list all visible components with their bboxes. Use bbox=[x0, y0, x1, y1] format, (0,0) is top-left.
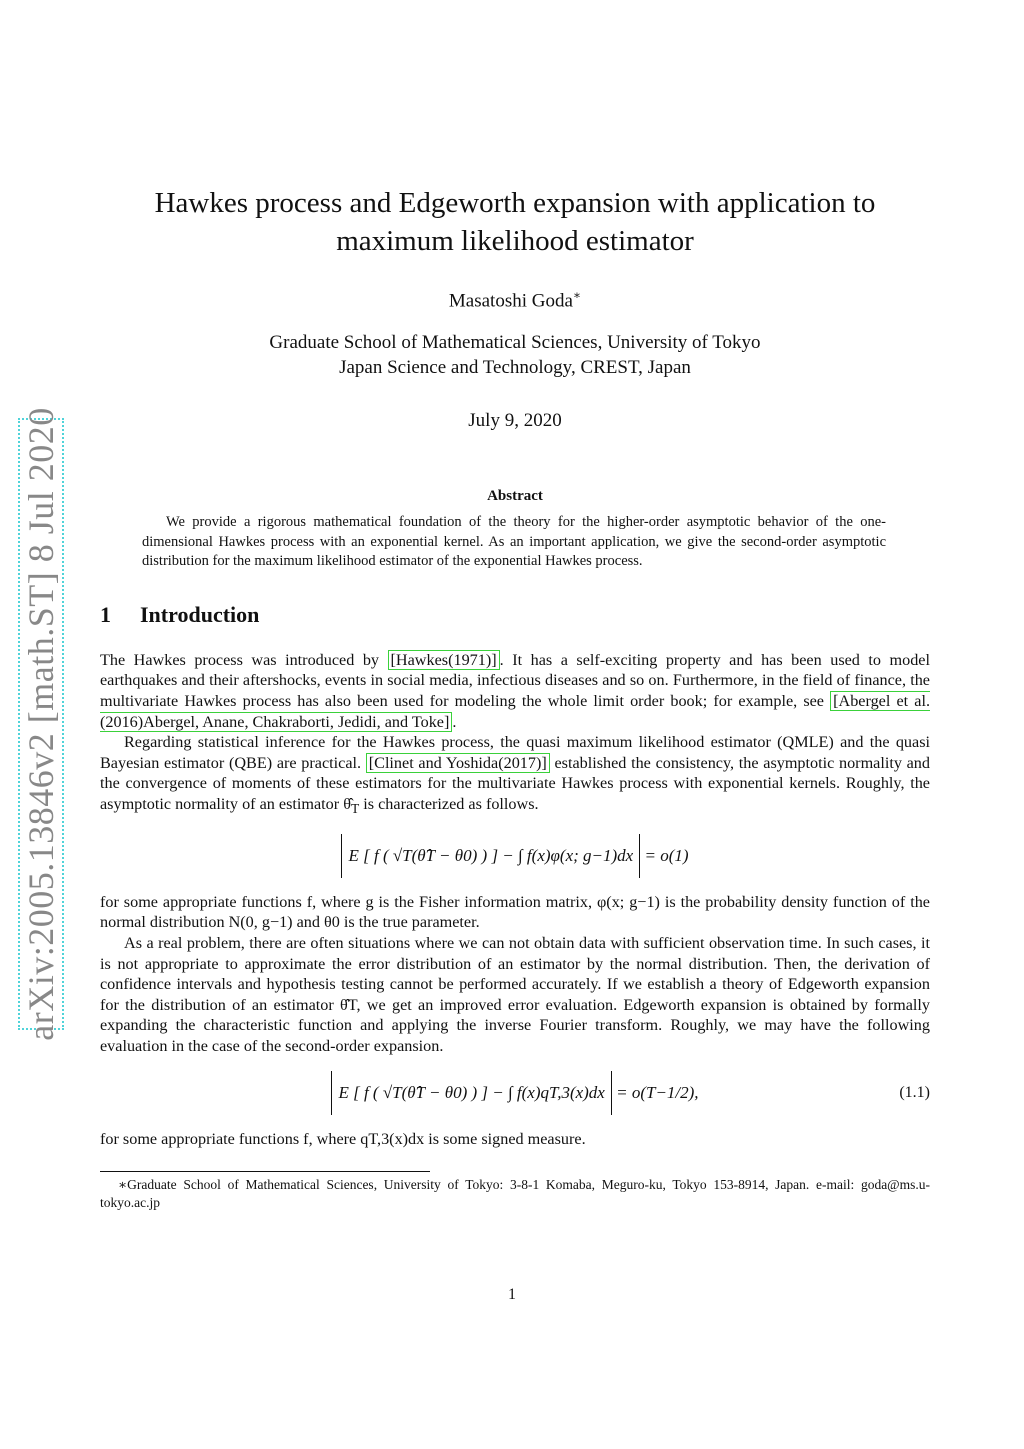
footnote-rule bbox=[100, 1171, 430, 1172]
equation-rhs: = o(T−1/2), bbox=[611, 1082, 699, 1102]
author-name: Masatoshi Goda bbox=[448, 290, 573, 312]
affiliation-line-1: Graduate School of Mathematical Sciences, University of Tokyo bbox=[269, 332, 761, 354]
text-run: The Hawkes process was introduced by bbox=[100, 650, 388, 669]
section-title: Introduction bbox=[140, 601, 260, 627]
affiliation bbox=[100, 330, 930, 380]
abstract-text: We provide a rigorous mathematical foundation of the theory for the higher-order asymptotic behavior of the one-dimensional Hawkes process with an exponential kernel. As an important application, we give the second-order asymptotic distribution for the maximum likelihood estimator of the exponential Hawkes process. bbox=[142, 514, 886, 570]
author-footnote-mark[interactable]: ∗ bbox=[572, 288, 582, 302]
paragraph-2 bbox=[100, 732, 930, 820]
affiliation-line-2: Japan Science and Technology, CREST, Japan bbox=[339, 357, 691, 379]
paragraph-1 bbox=[100, 650, 930, 732]
paragraph-3: for some appropriate functions f, where g is the Fisher information matrix, φ(x; g−1) is the probability density function of the normal distribution N(0, g−1) and θ0 is the true parameter. bbox=[100, 892, 930, 932]
paragraph-5: for some appropriate functions f, where qT,3(x)dx is some signed measure. bbox=[100, 1129, 586, 1148]
equation-lhs: E [ f ( √T(θ̂T − θ0) ) ] − ∫ f(x)φ(x; g−1)dx bbox=[341, 834, 640, 878]
abstract-heading: Abstract bbox=[487, 488, 543, 505]
text-run: established the consistency, the asymptotic normality and the convergence of moments of these estimators for the multivariate Hawkes process with exponential kernels. Roughly, the asymptotic normality of an estimator θ̂ bbox=[100, 753, 930, 813]
text-run: . bbox=[452, 712, 457, 731]
page-number: 1 bbox=[508, 1286, 516, 1303]
equation-lhs: E [ f ( √T(θ̂T − θ0) ) ] − ∫ f(x)qT,3(x)dx bbox=[331, 1071, 611, 1115]
title-line-1: Hawkes process and Edgeworth expansion with application to bbox=[154, 187, 876, 219]
equation-asymptotic-normality bbox=[100, 834, 930, 878]
citation-abergel-2016[interactable]: [Abergel et al.(2016)Abergel, Anane, Chakraborti, Jedidi, and Toke] bbox=[100, 692, 930, 731]
text-run: . It has a self-exciting property and has been used to model earthquakes and their aftershocks, events in social media, infectious diseases and so on. Furthermore, in the field of finance, the multivariate Hawkes process has also been used for modeling the whole limit order book; for example, see bbox=[100, 650, 930, 711]
title-line-2: maximum likelihood estimator bbox=[336, 225, 694, 257]
section-number: 1 bbox=[100, 601, 111, 627]
text-run: Regarding statistical inference for the Hawkes process, the quasi maximum likelihood estimator (QMLE) and the quasi Bayesian estimator (QBE) are practical. bbox=[100, 733, 930, 772]
paper-date: July 9, 2020 bbox=[468, 410, 562, 432]
text-run: is characterized as follows. bbox=[359, 794, 539, 813]
equation-number: (1.1) bbox=[899, 1083, 930, 1101]
equation-1-1 bbox=[100, 1071, 930, 1115]
paper-title bbox=[100, 184, 930, 260]
citation-hawkes-1971[interactable]: [Hawkes(1971)] bbox=[388, 650, 500, 670]
author bbox=[100, 288, 930, 312]
arxiv-id: arXiv:2005.13846v2 [math.ST] 8 Jul 2020 bbox=[21, 407, 61, 1041]
citation-clinet-yoshida-2017[interactable]: [Clinet and Yoshida(2017)] bbox=[366, 753, 550, 773]
equation-rhs: = o(1) bbox=[640, 845, 689, 865]
arxiv-sidebar-stamp bbox=[18, 407, 64, 1041]
subscript: T bbox=[350, 801, 360, 817]
paragraph-4: As a real problem, there are often situations where we can not obtain data with sufficient observation time. In such cases, it is not appropriate to approximate the error distribution of an estimator by the normal distribution. Then, the derivation of confidence intervals and hypothesis testing cannot be performed accurately. If we establish a theory of Edgeworth expansion for the distribution of an estimator θ̂T, we get an improved error evaluation. Edgeworth expansion is obtained by formally expanding the characteristic function and applying the inverse Fourier transform. Roughly, we may have the following evaluation in the case of the second-order expansion. bbox=[100, 934, 930, 1055]
footnote: ∗Graduate School of Mathematical Sciences, University of Tokyo: 3-8-1 Komaba, Meguro-ku, Tokyo 153-8914, Japan. e-mail: goda@ms.u-tokyo.ac.jp bbox=[100, 1177, 930, 1211]
paper-page bbox=[100, 0, 930, 1212]
section-heading bbox=[100, 602, 930, 628]
